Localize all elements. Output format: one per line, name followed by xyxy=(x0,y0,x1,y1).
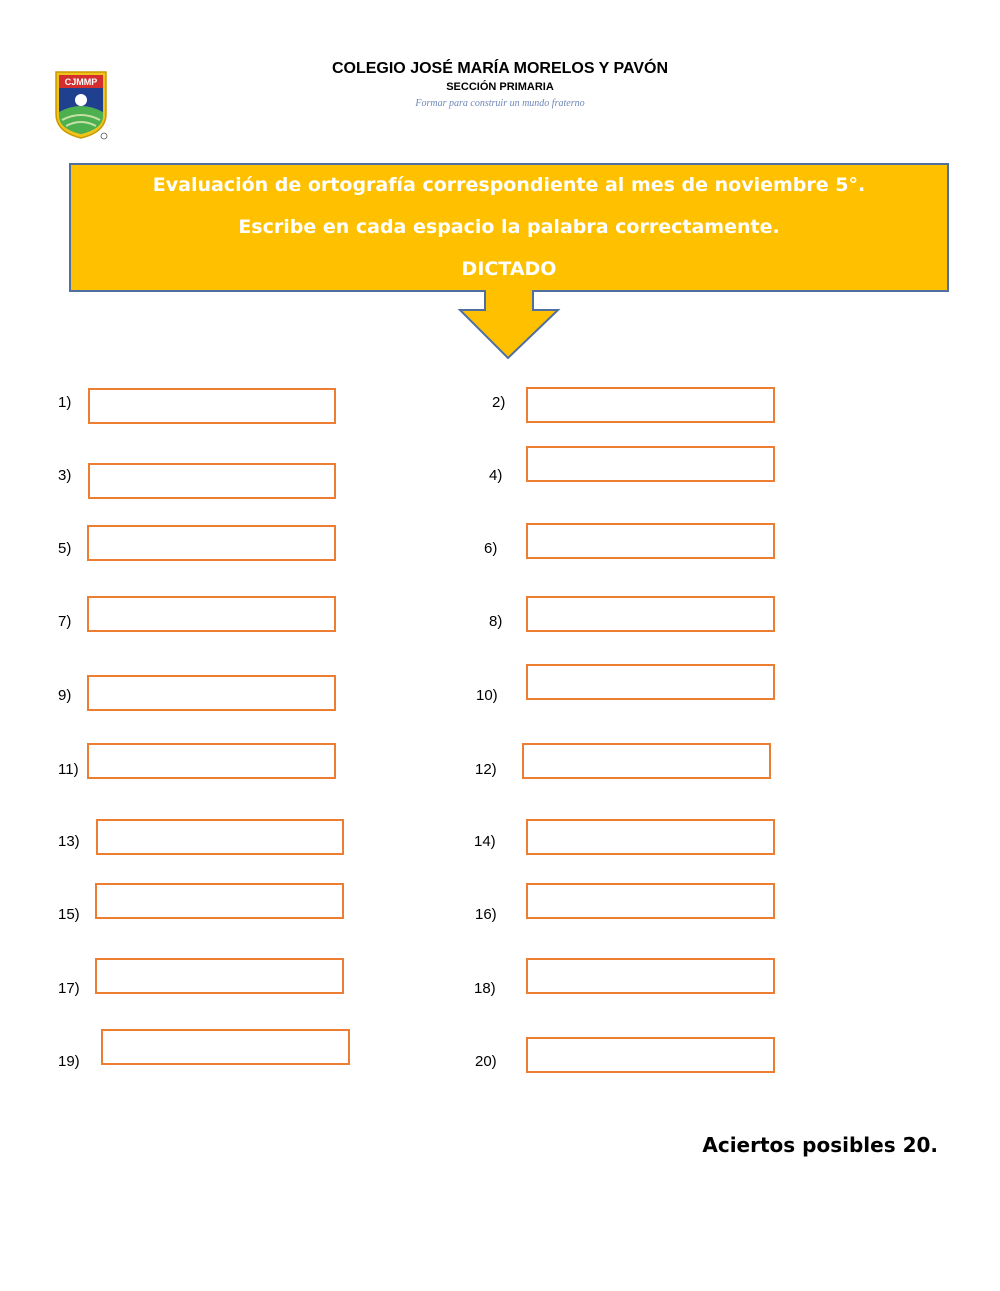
item-label-1: 1) xyxy=(58,394,72,411)
answer-input-10[interactable] xyxy=(526,664,775,700)
answer-input-18[interactable] xyxy=(526,958,775,994)
item-label-15: 15) xyxy=(58,906,80,923)
item-label-4: 4) xyxy=(489,467,503,484)
item-label-12: 12) xyxy=(475,761,497,778)
answer-input-3[interactable] xyxy=(88,463,336,499)
item-label-6: 6) xyxy=(484,540,498,557)
item-label-20: 20) xyxy=(475,1053,497,1070)
answer-input-1[interactable] xyxy=(88,388,336,424)
banner-title: Evaluación de ortografía correspondiente al mes de noviembre 5°. xyxy=(152,174,866,196)
item-label-2: 2) xyxy=(492,394,506,411)
possible-score: Aciertos posibles 20. xyxy=(702,1133,938,1157)
item-label-14: 14) xyxy=(474,833,496,850)
item-label-7: 7) xyxy=(58,613,72,630)
answer-input-11[interactable] xyxy=(87,743,336,779)
school-motto: Formar para construir un mundo fraterno xyxy=(415,98,585,109)
item-label-5: 5) xyxy=(58,540,72,557)
item-label-9: 9) xyxy=(58,687,72,704)
answer-input-6[interactable] xyxy=(526,523,775,559)
banner-dictado: DICTADO xyxy=(461,258,557,280)
section-name: SECCIÓN PRIMARIA xyxy=(446,81,554,93)
answer-input-12[interactable] xyxy=(522,743,771,779)
item-label-8: 8) xyxy=(489,613,503,630)
answer-input-13[interactable] xyxy=(96,819,344,855)
answer-input-19[interactable] xyxy=(101,1029,350,1065)
answer-input-9[interactable] xyxy=(87,675,336,711)
answer-input-14[interactable] xyxy=(526,819,775,855)
answer-input-4[interactable] xyxy=(526,446,775,482)
answer-input-2[interactable] xyxy=(526,387,775,423)
answer-input-7[interactable] xyxy=(87,596,336,632)
item-label-10: 10) xyxy=(476,687,498,704)
item-label-13: 13) xyxy=(58,833,80,850)
answer-input-16[interactable] xyxy=(526,883,775,919)
banner-instruction: Escribe en cada espacio la palabra correctamente. xyxy=(238,216,780,238)
item-label-3: 3) xyxy=(58,467,72,484)
item-label-11: 11) xyxy=(58,761,79,778)
answer-input-15[interactable] xyxy=(95,883,344,919)
item-label-17: 17) xyxy=(58,980,80,997)
logo-text: CJMMP xyxy=(64,77,98,87)
item-label-16: 16) xyxy=(475,906,497,923)
answer-input-20[interactable] xyxy=(526,1037,775,1073)
answer-input-8[interactable] xyxy=(526,596,775,632)
item-label-19: 19) xyxy=(58,1053,80,1070)
answer-input-17[interactable] xyxy=(95,958,344,994)
answer-input-5[interactable] xyxy=(87,525,336,561)
item-label-18: 18) xyxy=(474,980,496,997)
school-name: COLEGIO JOSÉ MARÍA MORELOS Y PAVÓN xyxy=(331,60,669,77)
